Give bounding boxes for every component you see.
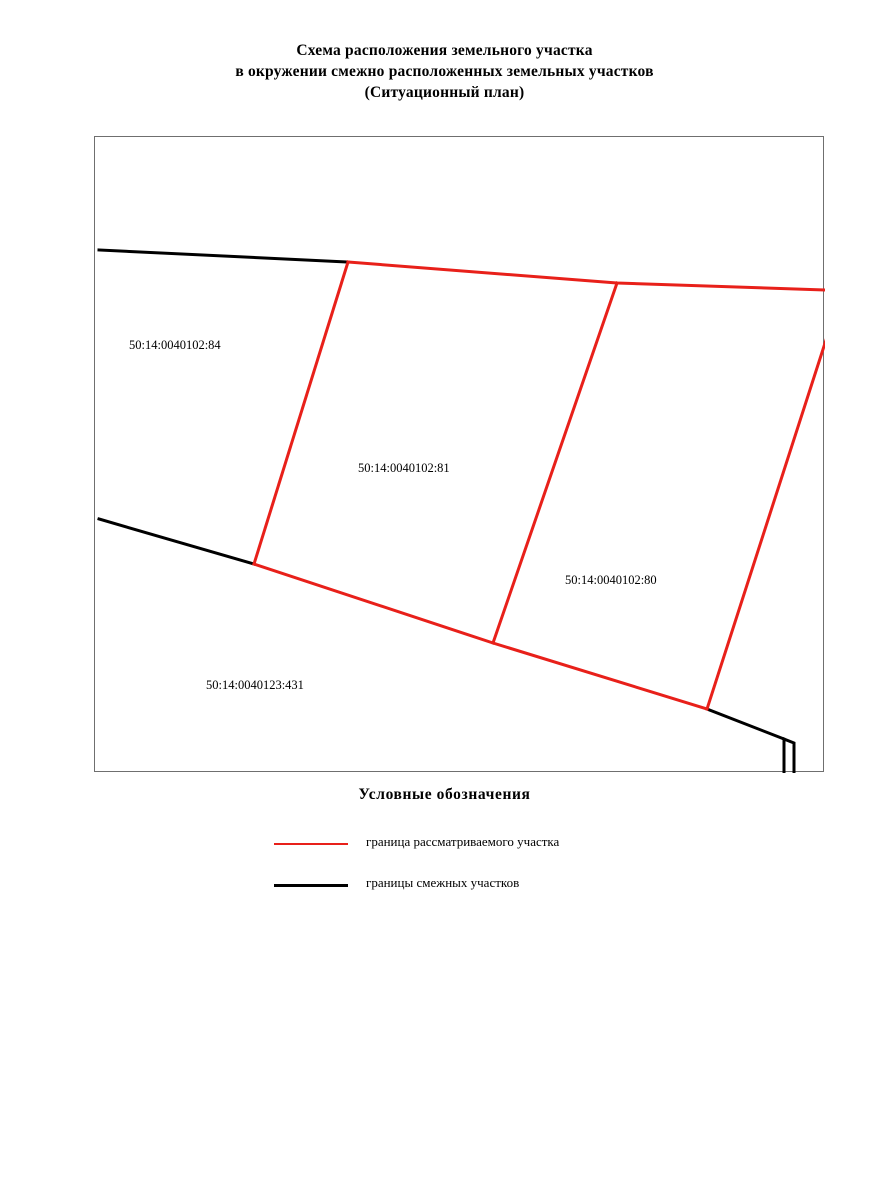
page-title	[0, 40, 889, 103]
page-title-line-3: (Ситуационный план)	[364, 84, 525, 101]
subject-boundary-middle-divider-red-line	[493, 283, 617, 643]
parcel-label-50-14-0040102-81: 50:14:0040102:81	[358, 461, 450, 475]
subject-boundary-east-red-line	[707, 340, 825, 709]
adjacent-boundary-north-black-line	[99, 250, 348, 262]
legend-label-subject-boundary: граница рассматриваемого участка	[366, 834, 560, 849]
page-title-line-2: в окружении смежно расположенных земельных участков	[235, 63, 654, 80]
page-title-line-1: Схема расположения земельного участка	[296, 42, 593, 59]
legend-swatch-black-line	[274, 884, 348, 887]
subject-boundary-north-red-line	[348, 262, 825, 290]
situational-plan-frame	[94, 136, 824, 772]
subject-boundary-west-red-line	[254, 262, 348, 564]
adjacent-boundary-west-black-line	[99, 519, 254, 564]
legend-item-subject-boundary	[274, 834, 694, 856]
cadastral-plan-drawing	[95, 137, 825, 773]
parcel-label-50-14-0040102-80: 50:14:0040102:80	[565, 573, 657, 587]
parcel-label-50-14-0040102-84: 50:14:0040102:84	[129, 338, 221, 352]
parcel-label-50-14-0040123-431: 50:14:0040123:431	[206, 678, 304, 692]
legend-title: Условные обозначения	[358, 786, 531, 803]
legend-label-adjacent-boundary: границы смежных участков	[366, 875, 520, 890]
legend-swatch-red-line	[274, 843, 348, 845]
legend-item-adjacent-boundary	[274, 875, 694, 897]
adjacent-boundary-southeast-black-line	[707, 709, 784, 773]
